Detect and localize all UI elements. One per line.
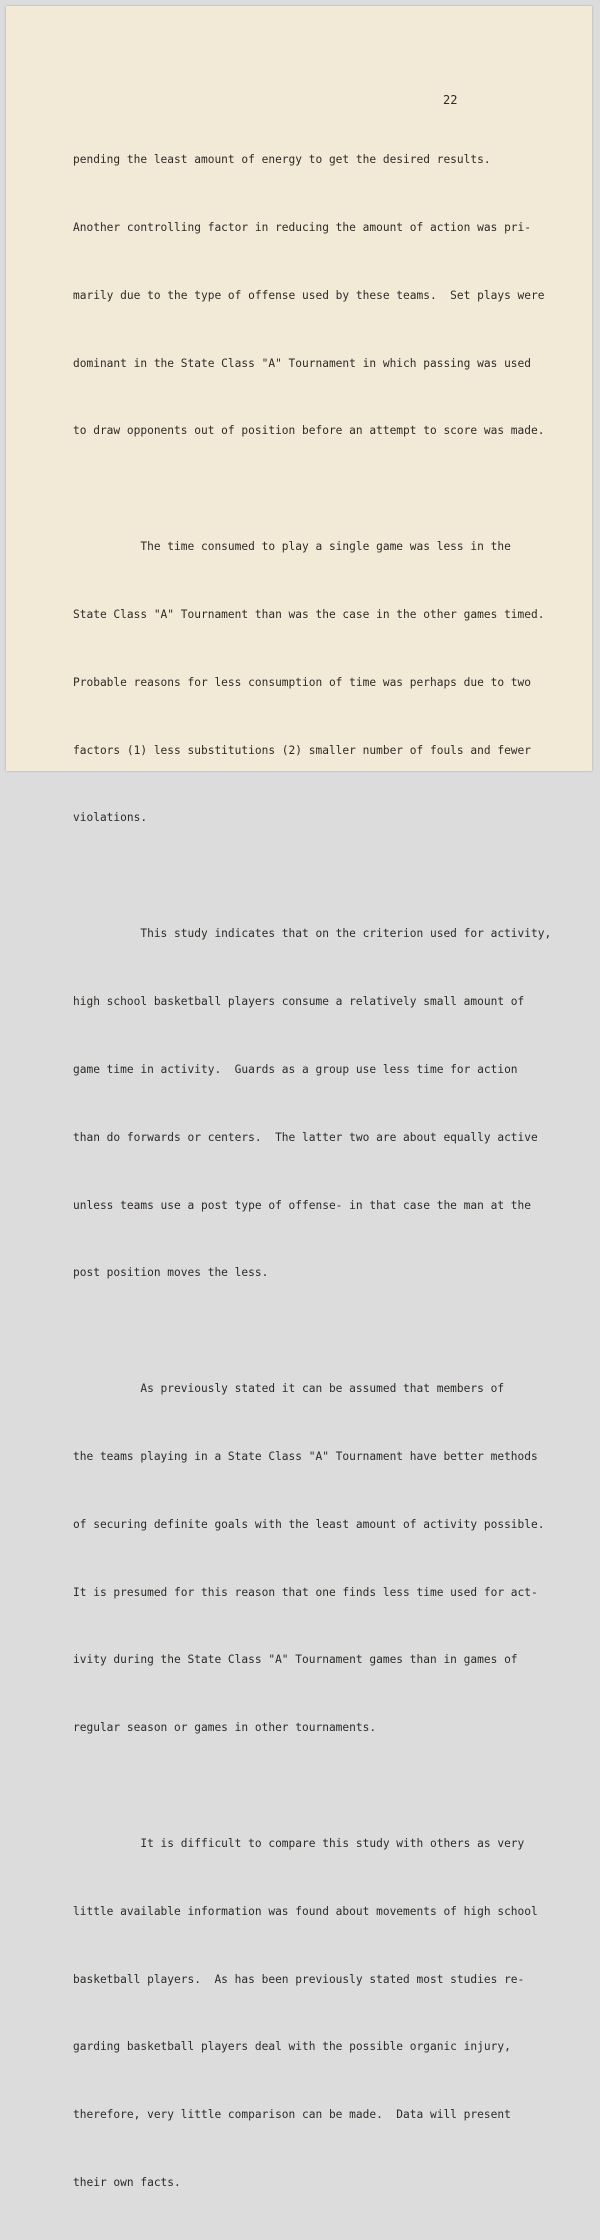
text-line: factors (1) less substitutions (2) smaller number of fouls and fewer [73,743,532,757]
text-line: post position moves the less. [73,1266,269,1280]
text-line: garding basketball players deal with the possible organic injury, [73,2040,511,2054]
body-text [73,104,573,2240]
text-line: pending the least amount of energy to get the desired results. [73,153,491,167]
text-line: State Class "A" Tournament than was the case in the other games timed. [73,608,545,622]
page-number: 22 [443,93,458,107]
text-line: little available information was found about movements of high school [73,1904,538,1918]
text-line: The time consumed to play a single game was less in the [73,540,511,554]
text-line: basketball players. As has been previously stated most studies re- [73,1972,525,1986]
text-line: As previously stated it can be assumed that members of [73,1382,505,1396]
text-line: to draw opponents out of position before an attempt to score was made. [73,424,545,438]
text-line: marily due to the type of offense used by these teams. Set plays were [73,288,545,302]
text-line: dominant in the State Class "A" Tournament in which passing was used [73,356,532,370]
text-line: game time in activity. Guards as a group use less time for action [73,1062,518,1076]
text-line: ivity during the State Class "A" Tournament games than in games of [73,1653,518,1667]
text-line: unless teams use a post type of offense- in that case the man at the [73,1198,532,1212]
text-line: high school basketball players consume a relatively small amount of [73,995,525,1009]
paragraph-gap [73,488,573,491]
text-line: their own facts. [73,2176,181,2190]
text-line: than do forwards or centers. The latter two are about equally active [73,1130,538,1144]
text-line: Another controlling factor in reducing the amount of action was pri- [73,220,532,234]
text-line: It is presumed for this reason that one finds less time used for act- [73,1585,538,1599]
text-line: regular season or games in other tournaments. [73,1721,377,1735]
paragraph-gap [73,1330,573,1333]
text-line: therefore, very little comparison can be made. Data will present [73,2108,511,2122]
paragraph-gap [73,875,573,878]
paragraph-gap [73,1785,573,1788]
text-line: violations. [73,811,148,825]
text-line: of securing definite goals with the least amount of activity possible. [73,1517,545,1531]
text-line: This study indicates that on the criterion used for activity, [73,927,552,941]
document-page [6,6,592,2190]
text-line: Probable reasons for less consumption of time was perhaps due to two [73,675,532,689]
text-line: It is difficult to compare this study with others as very [73,1837,525,1851]
text-line: the teams playing in a State Class "A" Tournament have better methods [73,1450,538,1464]
